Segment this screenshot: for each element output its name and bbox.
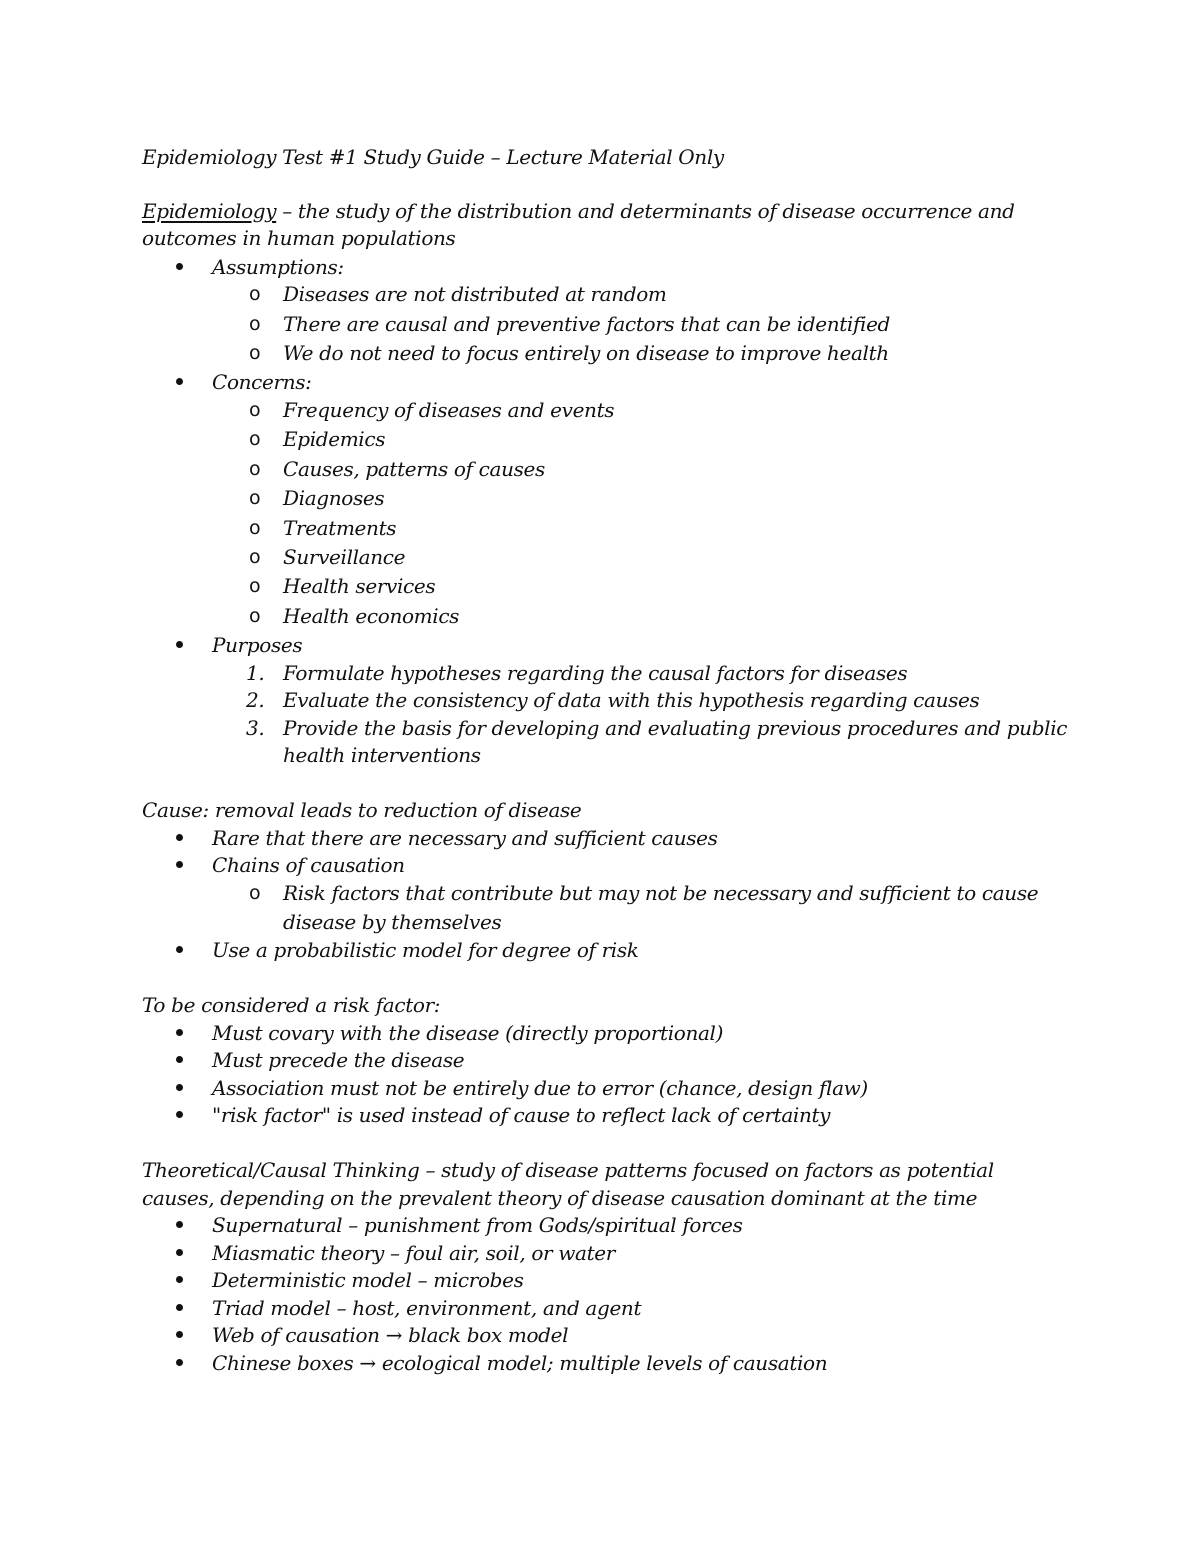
list-item: Diseases are not distributed at random bbox=[283, 282, 667, 306]
definition-line-1 bbox=[142, 198, 1015, 224]
list-item: There are causal and preventive factors that can be identified bbox=[283, 312, 891, 336]
theory-heading-2: causes, depending on the prevalent theory of disease causation dominant at the time bbox=[142, 1186, 978, 1210]
bullet bbox=[176, 1249, 183, 1256]
list-number: 1. bbox=[246, 661, 265, 685]
list-item: Must covary with the disease (directly proportional) bbox=[212, 1021, 724, 1045]
list-item: Web of causation → black box model bbox=[212, 1323, 569, 1347]
list-item: Diagnoses bbox=[283, 486, 385, 510]
purposes-label: Purposes bbox=[212, 633, 303, 657]
list-item: Causes, patterns of causes bbox=[283, 457, 545, 481]
list-number: 2. bbox=[246, 688, 265, 712]
list-item: Supernatural – punishment from Gods/spiritual forces bbox=[212, 1213, 743, 1237]
bullet bbox=[176, 1276, 183, 1283]
sub-bullet: o bbox=[249, 882, 261, 904]
list-item: Formulate hypotheses regarding the causal factors for diseases bbox=[283, 661, 908, 685]
sub-bullet: o bbox=[249, 575, 261, 597]
list-item: Treatments bbox=[283, 516, 397, 540]
list-item: Deterministic model – microbes bbox=[212, 1268, 524, 1292]
list-item: Evaluate the consistency of data with this hypothesis regarding causes bbox=[283, 688, 980, 712]
list-item-continued: disease by themselves bbox=[283, 910, 502, 934]
bullet bbox=[176, 378, 183, 385]
bullet bbox=[176, 1331, 183, 1338]
list-item: Epidemics bbox=[283, 427, 386, 451]
sub-bullet: o bbox=[249, 313, 261, 335]
bullet bbox=[176, 1359, 183, 1366]
list-item: Association must not be entirely due to error (chance, design flaw) bbox=[212, 1076, 868, 1100]
list-item: Chains of causation bbox=[212, 853, 405, 877]
list-number: 3. bbox=[246, 716, 265, 740]
risk-heading: To be considered a risk factor: bbox=[142, 993, 441, 1017]
definition-line-2: outcomes in human populations bbox=[142, 226, 456, 250]
sub-bullet: o bbox=[249, 399, 261, 421]
list-item: Triad model – host, environment, and agent bbox=[212, 1296, 642, 1320]
sub-bullet: o bbox=[249, 342, 261, 364]
list-item: Health economics bbox=[283, 604, 460, 628]
bullet bbox=[176, 1111, 183, 1118]
bullet bbox=[176, 1084, 183, 1091]
bullet bbox=[176, 861, 183, 868]
list-item: "risk factor" is used instead of cause to reflect lack of certainty bbox=[212, 1103, 831, 1127]
list-item: Use a probabilistic model for degree of risk bbox=[212, 938, 639, 962]
bullet bbox=[176, 263, 183, 270]
list-item: Surveillance bbox=[283, 545, 406, 569]
list-item: We do not need to focus entirely on disease to improve health bbox=[283, 341, 889, 365]
sub-bullet: o bbox=[249, 546, 261, 568]
sub-bullet: o bbox=[249, 605, 261, 627]
theory-heading-1: Theoretical/Causal Thinking – study of disease patterns focused on factors as potential bbox=[142, 1158, 994, 1182]
list-item: Risk factors that contribute but may not be necessary and sufficient to cause bbox=[283, 881, 1039, 905]
document-title: Epidemiology Test #1 Study Guide – Lecture Material Only bbox=[142, 145, 724, 169]
sub-bullet: o bbox=[249, 517, 261, 539]
bullet bbox=[176, 946, 183, 953]
definition-term: Epidemiology bbox=[142, 199, 277, 223]
sub-bullet: o bbox=[249, 487, 261, 509]
concerns-label: Concerns: bbox=[212, 370, 312, 394]
cause-heading: Cause: removal leads to reduction of disease bbox=[142, 798, 582, 822]
assumptions-label: Assumptions: bbox=[212, 255, 344, 279]
bullet bbox=[176, 1056, 183, 1063]
bullet bbox=[176, 1029, 183, 1036]
sub-bullet: o bbox=[249, 458, 261, 480]
bullet bbox=[176, 1304, 183, 1311]
list-item: Miasmatic theory – foul air, soil, or water bbox=[212, 1241, 615, 1265]
list-item: Health services bbox=[283, 574, 436, 598]
bullet bbox=[176, 834, 183, 841]
list-item: Chinese boxes → ecological model; multiple levels of causation bbox=[212, 1351, 828, 1375]
sub-bullet: o bbox=[249, 283, 261, 305]
bullet bbox=[176, 641, 183, 648]
bullet bbox=[176, 1221, 183, 1228]
list-item: Provide the basis for developing and evaluating previous procedures and public bbox=[283, 716, 1068, 740]
list-item: Must precede the disease bbox=[212, 1048, 465, 1072]
sub-bullet: o bbox=[249, 428, 261, 450]
list-item: Frequency of diseases and events bbox=[283, 398, 615, 422]
definition-text-1: – the study of the distribution and determinants of disease occurrence and bbox=[276, 199, 1015, 223]
list-item-continued: health interventions bbox=[283, 743, 481, 767]
list-item: Rare that there are necessary and sufficient causes bbox=[212, 826, 718, 850]
